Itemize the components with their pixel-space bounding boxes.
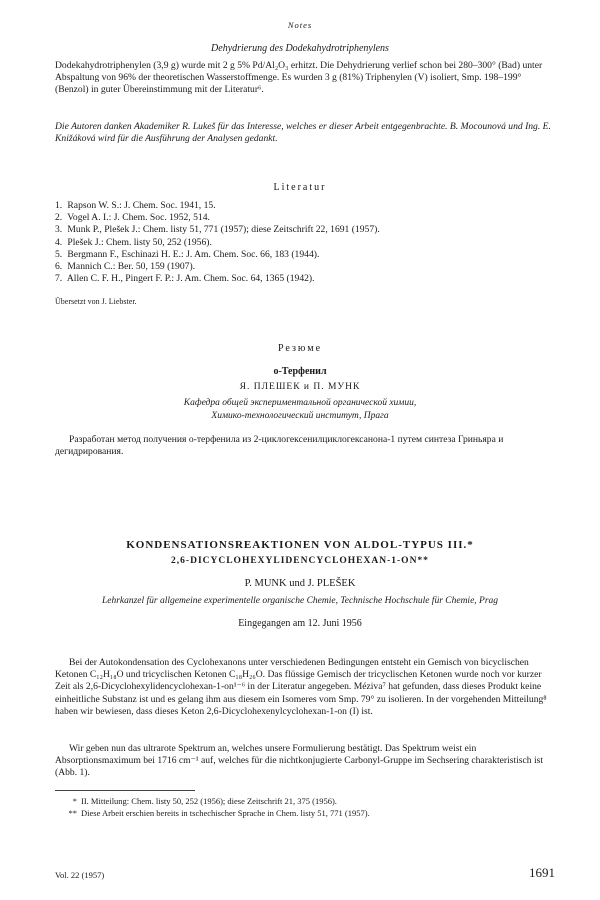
reference-number: 1. xyxy=(55,200,63,211)
reference-list xyxy=(55,200,555,285)
reference-item xyxy=(55,200,555,212)
footnote-text: Diese Arbeit erschien bereits in tschechischer Sprache in Chem. listy 51, 771 (1957). xyxy=(81,808,370,818)
resume-title: o-Терфенил xyxy=(273,366,327,377)
reference-text: Mannich C.: Ber. 50, 159 (1907). xyxy=(67,261,196,273)
reference-item xyxy=(55,273,555,285)
article-institution: Lehrkanzel für allgemeine experimentelle organische Chemie, Technische Hochschule für Chemie, Prag xyxy=(101,596,499,606)
resume-text: Разработан метод получения o-терфенила из 2-циклогексенилциклогексанона-1 путем синтеза Гриньяра и дегидрирования. xyxy=(55,434,504,458)
resume-heading: Резюме xyxy=(277,343,323,354)
article-title: KONDENSATIONSREAKTIONEN VON ALDOL-TYPUS III.* xyxy=(126,539,474,551)
reference-item xyxy=(55,237,555,249)
reference-number: 3. xyxy=(55,224,63,236)
reference-text: Rapson W. S.: J. Chem. Soc. 1941, 15. xyxy=(67,200,216,211)
reference-number: 4. xyxy=(55,236,63,248)
article-paragraph-1: Bei der Autokondensation des Cyclohexanons unter verschiedenen Bedingungen entsteht ein Gemisch von bicyclischen Ketonen C₁₂H₁₈O und tricyclischen Ketonen C₁₈H₂₆O. Das flüssige Gemisch der tricyclischen Ketonen wurde noch vor kurzer Zeit als 2,6-Dicyclohexylidencyclohexan-1-on¹⁻⁶ in der Literatur angegeben. Méziva⁷ hat gefunden, dass dieses Produkt keine einheitliche Substanz ist und es gelang ihm aus diesem ein Isomeres vom Smp. 79° zu isolieren. In der vorgehenden Mitteilung⁸ haben wir bewiesen, dass dieses Keton 2,6-Dicyclohexenylcyclohexan-1-on (I) ist. xyxy=(55,657,547,717)
reference-number: 5. xyxy=(55,248,63,260)
reference-text: Vogel A. I.: J. Chem. Soc. 1952, 514. xyxy=(67,212,210,224)
volume-label: Vol. 22 (1957) xyxy=(55,870,105,880)
article-authors: P. MUNK und J. PLEŠEK xyxy=(244,578,356,589)
reference-item xyxy=(55,249,555,261)
resume-institute-line2: Химико-технологический институт, Прага xyxy=(211,411,389,421)
footnote-rule xyxy=(55,790,195,791)
reference-number: 6. xyxy=(55,261,63,273)
footnote xyxy=(55,808,555,819)
footnote-mark: * xyxy=(72,796,77,806)
section-paragraph: Dodekahydrotriphenylen (3,9 g) wurde mit 2 g 5% Pd/Al₂O₃ erhitzt. Die Dehydrierung verlief schon bei 280–300° (Bad) unter Abspaltung von 96% der theoretischen Wasserstoffmenge. Es wurden 3 g (81%) Triphenylen (V) isoliert, Smp. 198–199° (Benzol) in guter Übereinstimmung mit der Literatur⁶. xyxy=(55,60,543,96)
literature-heading: Literatur xyxy=(273,182,327,193)
reference-item xyxy=(55,212,555,224)
reference-text: Munk P., Plešek J.: Chem. listy 51, 771 (1957); diese Zeitschrift 22, 1691 (1957). xyxy=(67,224,380,236)
reference-number: 2. xyxy=(55,212,63,224)
section-title: Dehydrierung des Dodekahydrotriphenylens xyxy=(211,43,389,54)
article-subtitle: 2,6-DICYCLOHEXYLIDENCYCLOHEXAN-1-ON** xyxy=(171,556,429,566)
reference-text: Allen C. F. H., Pingert F. P.: J. Am. Chem. Soc. 64, 1365 (1942). xyxy=(66,273,315,285)
reference-text: Plešek J.: Chem. listy 50, 252 (1956). xyxy=(67,236,212,248)
page-number: 1691 xyxy=(529,865,555,880)
resume-institute-line1: Кафедра общей экспериментальной органической химии, xyxy=(183,398,417,408)
reference-number: 7. xyxy=(55,273,63,285)
acknowledgement: Die Autoren danken Akademiker R. Lukeš für das Interesse, welches er dieser Arbeit entgegenbrachte. B. Mocounová und Ing. E. Knižáková wird für die Ausführung der Analysen gedankt. xyxy=(55,121,551,145)
translator-note: Übersetzt von J. Liebster. xyxy=(55,297,137,306)
footnote xyxy=(55,796,555,807)
footnote-text: II. Mitteilung: Chem. listy 50, 252 (1956); diese Zeitschrift 21, 375 (1956). xyxy=(81,796,337,806)
reference-text: Bergmann F., Eschinazi H. E.: J. Am. Chem. Soc. 66, 183 (1944). xyxy=(67,248,320,260)
article-paragraph-2: Wir geben nun das ultrarote Spektrum an, welches unsere Formulierung bestätigt. Das Spektrum weist ein Absorptionsmaximum bei 1716 cm⁻¹ auf, welches für die nichtkonjugierte Carbonyl-Gruppe im Sechsering charakteristisch ist (Abb. 1). xyxy=(55,743,544,779)
reference-item xyxy=(55,224,555,236)
article-received-date: Eingegangen am 12. Juni 1956 xyxy=(238,618,362,629)
resume-authors: Я. ПЛЕШЕК и П. МУНК xyxy=(239,382,361,392)
running-head: Notes xyxy=(287,20,313,30)
reference-item xyxy=(55,261,555,273)
footnote-mark: ** xyxy=(68,808,77,818)
